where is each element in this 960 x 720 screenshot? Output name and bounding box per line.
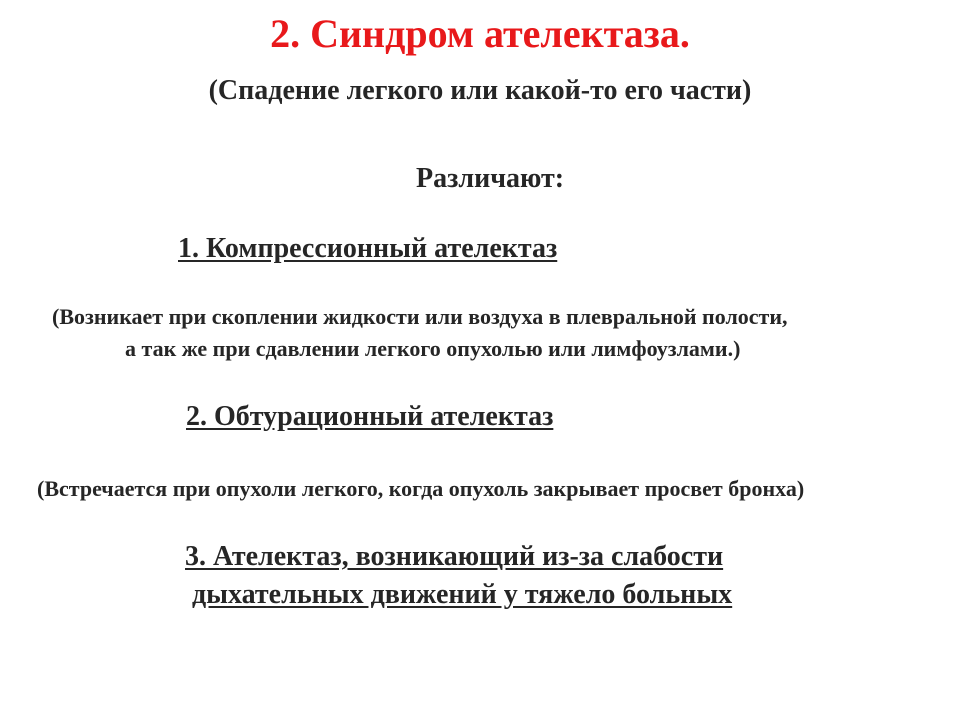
type-2-note-line-1: (Встречается при опухоли легкого, когда опухоль закрывает просвет бронха) bbox=[37, 476, 805, 501]
type-3-heading-line-2: дыхательных движений у тяжело больных bbox=[192, 579, 733, 610]
slide-title: 2. Синдром ателектаза. bbox=[270, 11, 690, 56]
slide-subtitle: (Спадение легкого или какой-то его части) bbox=[208, 75, 752, 106]
type-1-heading: 1. Компрессионный ателектаз bbox=[178, 233, 558, 264]
type-3-heading-line-1: 3. Ателектаз, возникающий из-за слабости bbox=[185, 541, 724, 572]
type-1-note-line-1: (Возникает при скоплении жидкости или воздуха в плевральной полости, bbox=[52, 304, 788, 329]
type-1-note-line-2: а так же при сдавлении легкого опухолью или лимфоузлами.) bbox=[125, 336, 741, 361]
type-2-heading: 2. Обтурационный ателектаз bbox=[186, 401, 554, 432]
distinguish-label: Различают: bbox=[416, 163, 565, 194]
